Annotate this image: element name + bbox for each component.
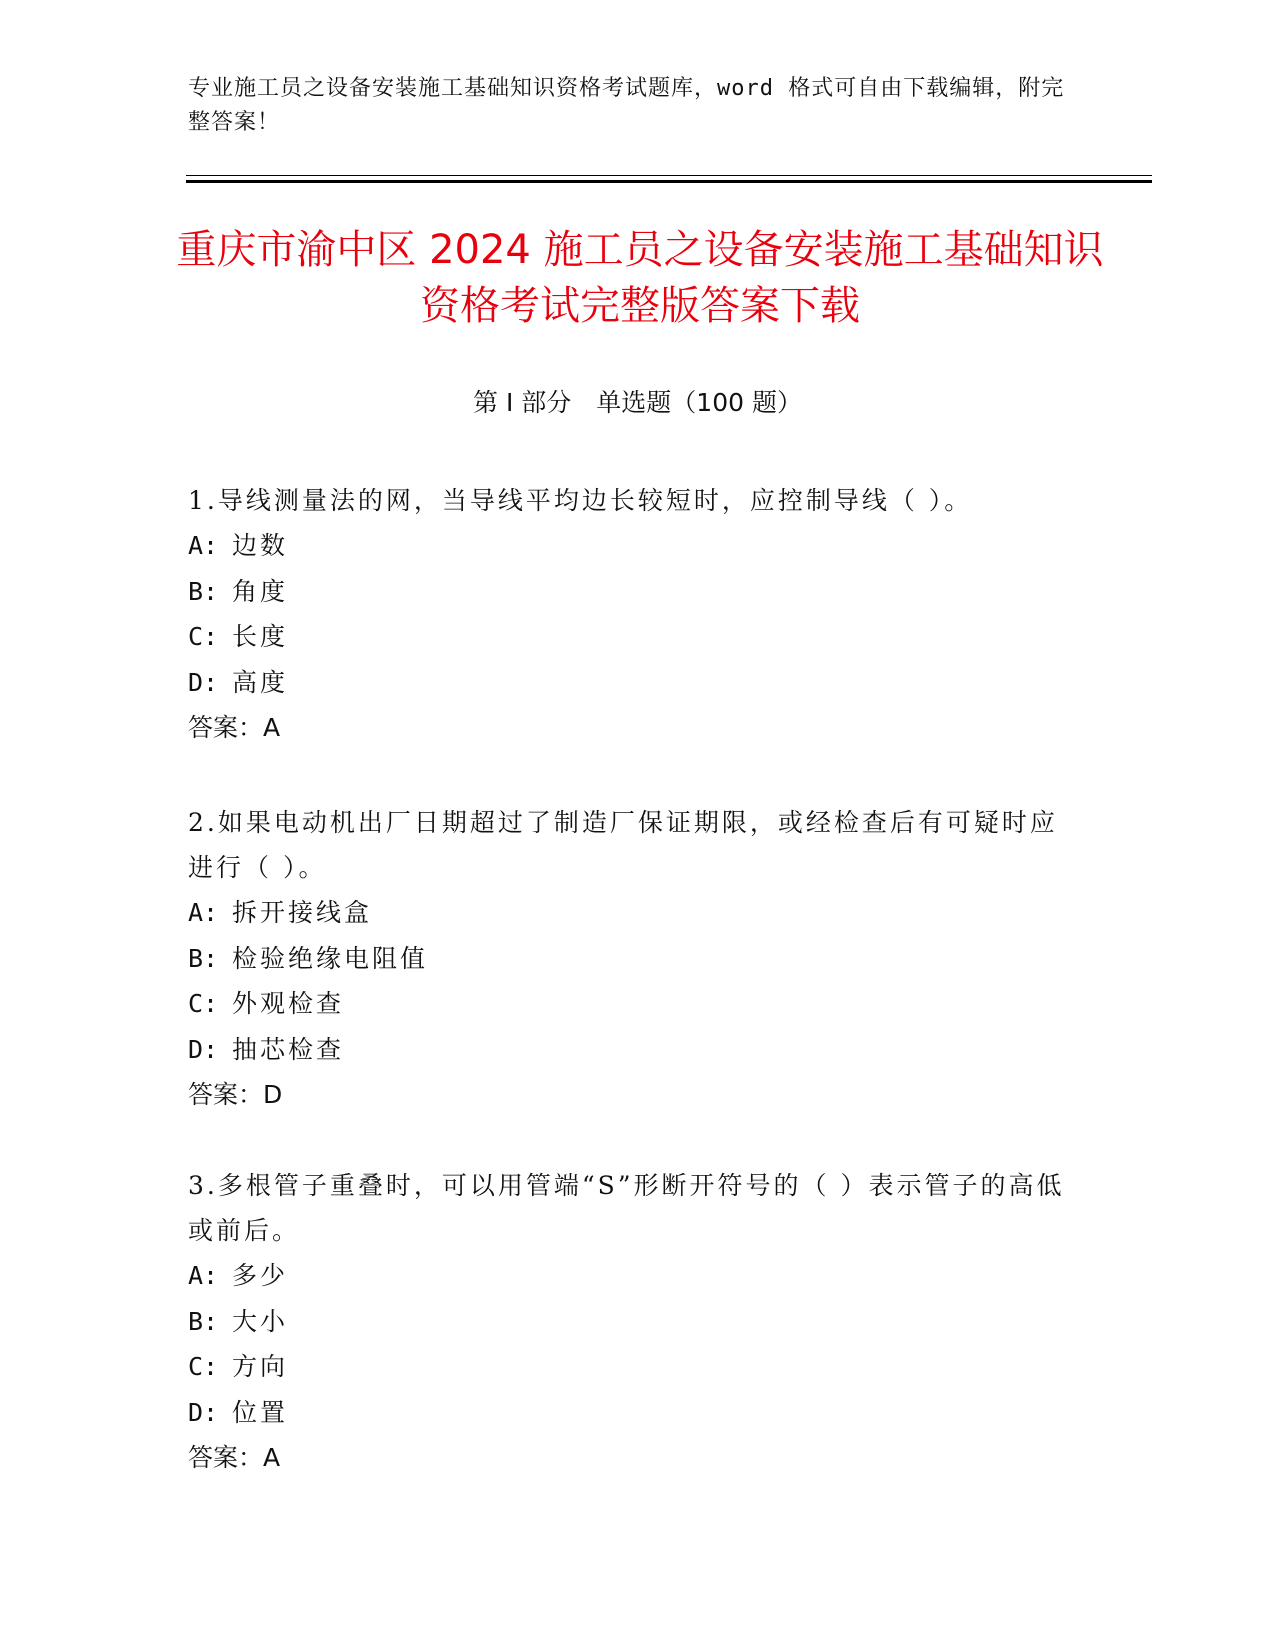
question-stem: 1.导线测量法的网，当导线平均边长较短时，应控制导线（ ）。 <box>188 486 973 515</box>
option-a <box>188 1253 1068 1299</box>
option-text: 方向 <box>232 1352 289 1381</box>
option-c <box>188 981 1068 1027</box>
option-a <box>188 523 1068 569</box>
document-title: 重庆市渝中区 2024 施工员之设备安装施工基础知识资格考试完整版答案下载 <box>176 227 1104 329</box>
option-d <box>188 660 1068 706</box>
option-text: 角度 <box>232 576 289 606</box>
option-key: A: <box>188 1261 219 1290</box>
header-note: 专业施工员之设备安装施工基础知识资格考试题库，word 格式可自由下载编辑，附完整答案！ <box>188 76 1065 135</box>
option-c <box>188 614 1068 660</box>
option-key: C: <box>188 1352 219 1381</box>
option-b <box>188 1299 1068 1345</box>
option-c <box>188 1344 1068 1390</box>
option-key: D: <box>188 1397 219 1427</box>
option-b <box>188 569 1068 615</box>
option-key: B: <box>188 1306 219 1336</box>
option-key: B: <box>188 576 219 606</box>
question-stem: 3.多根管子重叠时，可以用管端“S”形断开符号的（ ）表示管子的高低或前后。 <box>188 1171 1065 1245</box>
option-key: D: <box>188 1034 219 1064</box>
option-text: 多少 <box>232 1261 289 1290</box>
option-text: 抽芯检查 <box>232 1034 345 1064</box>
header-divider-thin <box>186 175 1152 176</box>
question-1 <box>188 478 1068 750</box>
option-text: 拆开接线盒 <box>232 898 373 927</box>
answer-line: 答案：A <box>188 713 281 742</box>
question-2 <box>188 800 1068 1117</box>
option-key: C: <box>188 989 219 1018</box>
option-text: 高度 <box>232 667 289 697</box>
question-3 <box>188 1163 1068 1480</box>
answer-line: 答案：A <box>188 1443 281 1472</box>
option-key: A: <box>188 531 219 560</box>
option-key: C: <box>188 622 219 651</box>
option-text: 大小 <box>232 1306 289 1336</box>
option-key: A: <box>188 898 219 927</box>
option-text: 位置 <box>232 1397 289 1427</box>
option-b <box>188 936 1068 982</box>
option-d <box>188 1390 1068 1436</box>
option-text: 长度 <box>232 622 289 651</box>
option-d <box>188 1027 1068 1073</box>
option-key: D: <box>188 667 219 697</box>
option-a <box>188 890 1068 936</box>
option-text: 外观检查 <box>232 989 345 1018</box>
question-stem: 2.如果电动机出厂日期超过了制造厂保证期限，或经检查后有可疑时应进行（ ）。 <box>188 808 1058 882</box>
header-divider-thick <box>186 180 1152 183</box>
option-text: 检验绝缘电阻值 <box>232 943 429 973</box>
section-title: 第 I 部分 单选题（100 题） <box>473 388 802 417</box>
option-key: B: <box>188 943 219 973</box>
answer-line: 答案：D <box>188 1080 283 1109</box>
option-text: 边数 <box>232 531 289 560</box>
